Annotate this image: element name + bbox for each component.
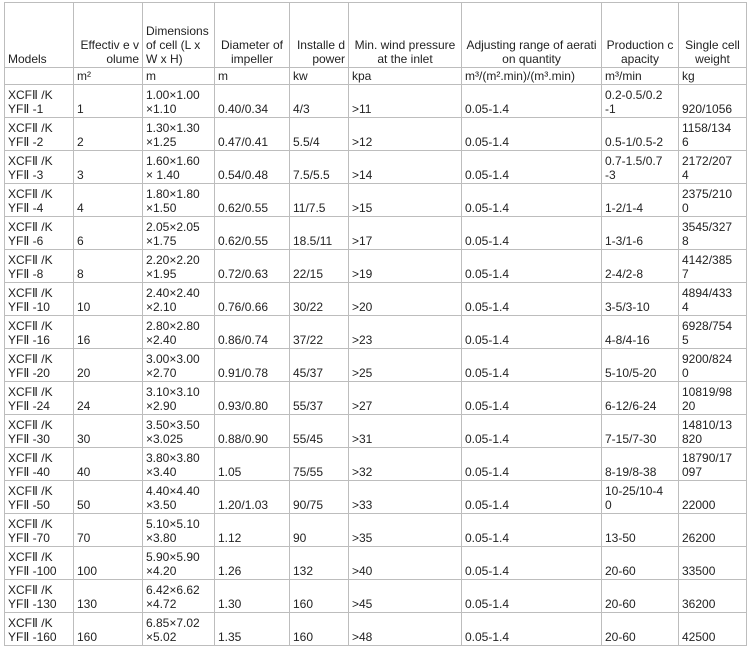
cell-min-wind-pressure: >33 bbox=[349, 481, 462, 514]
cell-aeration-range: 0.05-1.4 bbox=[462, 415, 602, 448]
cell-aeration-range: 0.05-1.4 bbox=[462, 547, 602, 580]
cell-aeration-range: 0.05-1.4 bbox=[462, 349, 602, 382]
cell-production-capacity: 1-3/1-6 bbox=[602, 217, 679, 250]
units-row bbox=[5, 68, 747, 85]
cell-single-cell-weight: 2375/210 0 bbox=[679, 184, 747, 217]
unit-cell: m² bbox=[74, 68, 143, 85]
cell-installed-power: 7.5/5.5 bbox=[290, 151, 349, 184]
cell-single-cell-weight: 4894/433 4 bbox=[679, 283, 747, 316]
cell-effective-volume: 2 bbox=[74, 118, 143, 151]
cell-effective-volume: 3 bbox=[74, 151, 143, 184]
cell-dimensions: 2.40×2.40 ×2.10 bbox=[143, 283, 215, 316]
cell-production-capacity: 0.5-1/0.5-2 bbox=[602, 118, 679, 151]
cell-production-capacity: 4-8/4-16 bbox=[602, 316, 679, 349]
cell-production-capacity: 20-60 bbox=[602, 580, 679, 613]
cell-min-wind-pressure: >23 bbox=[349, 316, 462, 349]
cell-installed-power: 22/15 bbox=[290, 250, 349, 283]
cell-installed-power: 160 bbox=[290, 580, 349, 613]
cell-aeration-range: 0.05-1.4 bbox=[462, 514, 602, 547]
cell-model: XCFⅡ /K YFⅡ -1 bbox=[5, 85, 74, 118]
cell-min-wind-pressure: >12 bbox=[349, 118, 462, 151]
table-row bbox=[5, 613, 747, 646]
cell-effective-volume: 10 bbox=[74, 283, 143, 316]
cell-single-cell-weight: 10819/98 20 bbox=[679, 382, 747, 415]
table-body bbox=[5, 85, 747, 646]
unit-cell: m³/(m².min)/(m³.min) bbox=[462, 68, 602, 85]
table-row bbox=[5, 514, 747, 547]
table-row bbox=[5, 85, 747, 118]
cell-dimensions: 1.80×1.80 ×1.50 bbox=[143, 184, 215, 217]
cell-diameter: 0.72/0.63 bbox=[215, 250, 290, 283]
cell-dimensions: 3.10×3.10 ×2.90 bbox=[143, 382, 215, 415]
cell-effective-volume: 70 bbox=[74, 514, 143, 547]
cell-installed-power: 11/7.5 bbox=[290, 184, 349, 217]
cell-aeration-range: 0.05-1.4 bbox=[462, 85, 602, 118]
cell-min-wind-pressure: >45 bbox=[349, 580, 462, 613]
cell-model: XCFⅡ /K YFⅡ -30 bbox=[5, 415, 74, 448]
cell-min-wind-pressure: >32 bbox=[349, 448, 462, 481]
cell-diameter: 0.62/0.55 bbox=[215, 184, 290, 217]
cell-single-cell-weight: 2172/207 4 bbox=[679, 151, 747, 184]
table-row bbox=[5, 547, 747, 580]
cell-dimensions: 5.90×5.90 ×4.20 bbox=[143, 547, 215, 580]
cell-diameter: 0.47/0.41 bbox=[215, 118, 290, 151]
cell-production-capacity: 3-5/3-10 bbox=[602, 283, 679, 316]
cell-diameter: 1.35 bbox=[215, 613, 290, 646]
header-production-capacity: Production capacity bbox=[602, 3, 679, 68]
cell-dimensions: 2.20×2.20 ×1.95 bbox=[143, 250, 215, 283]
cell-model: XCFⅡ /K YFⅡ -20 bbox=[5, 349, 74, 382]
cell-effective-volume: 50 bbox=[74, 481, 143, 514]
cell-min-wind-pressure: >25 bbox=[349, 349, 462, 382]
cell-effective-volume: 16 bbox=[74, 316, 143, 349]
cell-model: XCFⅡ /K YFⅡ -8 bbox=[5, 250, 74, 283]
header-models: Models bbox=[5, 3, 74, 68]
cell-production-capacity: 13-50 bbox=[602, 514, 679, 547]
cell-model: XCFⅡ /K YFⅡ -6 bbox=[5, 217, 74, 250]
cell-production-capacity: 5-10/5-20 bbox=[602, 349, 679, 382]
cell-single-cell-weight: 26200 bbox=[679, 514, 747, 547]
cell-min-wind-pressure: >20 bbox=[349, 283, 462, 316]
cell-diameter: 0.40/0.34 bbox=[215, 85, 290, 118]
cell-dimensions: 4.40×4.40 ×3.50 bbox=[143, 481, 215, 514]
cell-single-cell-weight: 22000 bbox=[679, 481, 747, 514]
cell-aeration-range: 0.05-1.4 bbox=[462, 448, 602, 481]
cell-min-wind-pressure: >19 bbox=[349, 250, 462, 283]
cell-single-cell-weight: 42500 bbox=[679, 613, 747, 646]
cell-diameter: 1.26 bbox=[215, 547, 290, 580]
cell-effective-volume: 20 bbox=[74, 349, 143, 382]
cell-dimensions: 6.42×6.62 ×4.72 bbox=[143, 580, 215, 613]
cell-dimensions: 3.50×3.50 ×3.025 bbox=[143, 415, 215, 448]
cell-production-capacity: 10-25/10-4 0 bbox=[602, 481, 679, 514]
cell-aeration-range: 0.05-1.4 bbox=[462, 184, 602, 217]
cell-dimensions: 3.00×3.00 ×2.70 bbox=[143, 349, 215, 382]
cell-effective-volume: 6 bbox=[74, 217, 143, 250]
cell-single-cell-weight: 9200/824 0 bbox=[679, 349, 747, 382]
cell-installed-power: 90/75 bbox=[290, 481, 349, 514]
cell-dimensions: 3.80×3.80 ×3.40 bbox=[143, 448, 215, 481]
unit-cell: kg bbox=[679, 68, 747, 85]
unit-cell: kw bbox=[290, 68, 349, 85]
cell-dimensions: 2.05×2.05 ×1.75 bbox=[143, 217, 215, 250]
cell-installed-power: 18.5/11 bbox=[290, 217, 349, 250]
table-row bbox=[5, 217, 747, 250]
cell-model: XCFⅡ /K YFⅡ -130 bbox=[5, 580, 74, 613]
cell-production-capacity: 7-15/7-30 bbox=[602, 415, 679, 448]
cell-effective-volume: 24 bbox=[74, 382, 143, 415]
header-dimensions: Dimensions of cell (L x W x H) bbox=[143, 3, 215, 68]
table-row bbox=[5, 448, 747, 481]
cell-min-wind-pressure: >31 bbox=[349, 415, 462, 448]
table-row bbox=[5, 283, 747, 316]
cell-min-wind-pressure: >15 bbox=[349, 184, 462, 217]
cell-production-capacity: 20-60 bbox=[602, 547, 679, 580]
cell-model: XCFⅡ /K YFⅡ -16 bbox=[5, 316, 74, 349]
cell-diameter: 1.12 bbox=[215, 514, 290, 547]
cell-effective-volume: 4 bbox=[74, 184, 143, 217]
cell-single-cell-weight: 33500 bbox=[679, 547, 747, 580]
cell-installed-power: 5.5/4 bbox=[290, 118, 349, 151]
cell-aeration-range: 0.05-1.4 bbox=[462, 283, 602, 316]
table-row bbox=[5, 250, 747, 283]
cell-effective-volume: 1 bbox=[74, 85, 143, 118]
cell-diameter: 0.93/0.80 bbox=[215, 382, 290, 415]
cell-installed-power: 37/22 bbox=[290, 316, 349, 349]
cell-installed-power: 55/37 bbox=[290, 382, 349, 415]
cell-model: XCFⅡ /K YFⅡ -100 bbox=[5, 547, 74, 580]
cell-diameter: 1.20/1.03 bbox=[215, 481, 290, 514]
cell-min-wind-pressure: >27 bbox=[349, 382, 462, 415]
table-row bbox=[5, 481, 747, 514]
cell-aeration-range: 0.05-1.4 bbox=[462, 613, 602, 646]
unit-cell: m bbox=[215, 68, 290, 85]
cell-min-wind-pressure: >11 bbox=[349, 85, 462, 118]
cell-production-capacity: 0.7-1.5/0.7 -3 bbox=[602, 151, 679, 184]
cell-installed-power: 55/45 bbox=[290, 415, 349, 448]
table-row bbox=[5, 184, 747, 217]
cell-aeration-range: 0.05-1.4 bbox=[462, 217, 602, 250]
cell-single-cell-weight: 3545/327 8 bbox=[679, 217, 747, 250]
cell-installed-power: 132 bbox=[290, 547, 349, 580]
cell-installed-power: 160 bbox=[290, 613, 349, 646]
cell-diameter: 0.86/0.74 bbox=[215, 316, 290, 349]
table-row bbox=[5, 382, 747, 415]
header-aeration-range: Adjusting range of aeration quantity bbox=[462, 3, 602, 68]
table-row bbox=[5, 118, 747, 151]
cell-production-capacity: 6-12/6-24 bbox=[602, 382, 679, 415]
cell-production-capacity: 8-19/8-38 bbox=[602, 448, 679, 481]
cell-dimensions: 6.85×7.02 ×5.02 bbox=[143, 613, 215, 646]
cell-single-cell-weight: 14810/13 820 bbox=[679, 415, 747, 448]
cell-single-cell-weight: 36200 bbox=[679, 580, 747, 613]
header-diameter: Diameter of impeller bbox=[215, 3, 290, 68]
table-row bbox=[5, 349, 747, 382]
cell-effective-volume: 100 bbox=[74, 547, 143, 580]
cell-model: XCFⅡ /K YFⅡ -10 bbox=[5, 283, 74, 316]
cell-dimensions: 1.60×1.60 × 1.40 bbox=[143, 151, 215, 184]
cell-min-wind-pressure: >48 bbox=[349, 613, 462, 646]
cell-single-cell-weight: 4142/385 7 bbox=[679, 250, 747, 283]
table-row bbox=[5, 580, 747, 613]
unit-cell: kpa bbox=[349, 68, 462, 85]
cell-model: XCFⅡ /K YFⅡ -70 bbox=[5, 514, 74, 547]
cell-diameter: 0.62/0.55 bbox=[215, 217, 290, 250]
cell-production-capacity: 0.2-0.5/0.2 -1 bbox=[602, 85, 679, 118]
cell-installed-power: 75/55 bbox=[290, 448, 349, 481]
cell-model: XCFⅡ /K YFⅡ -24 bbox=[5, 382, 74, 415]
unit-cell: m bbox=[143, 68, 215, 85]
table-row bbox=[5, 316, 747, 349]
cell-aeration-range: 0.05-1.4 bbox=[462, 481, 602, 514]
cell-installed-power: 4/3 bbox=[290, 85, 349, 118]
cell-effective-volume: 160 bbox=[74, 613, 143, 646]
cell-dimensions: 2.80×2.80 ×2.40 bbox=[143, 316, 215, 349]
table-row bbox=[5, 151, 747, 184]
header-row bbox=[5, 3, 747, 68]
cell-single-cell-weight: 1158/134 6 bbox=[679, 118, 747, 151]
cell-aeration-range: 0.05-1.4 bbox=[462, 382, 602, 415]
cell-diameter: 1.30 bbox=[215, 580, 290, 613]
cell-effective-volume: 8 bbox=[74, 250, 143, 283]
cell-aeration-range: 0.05-1.4 bbox=[462, 250, 602, 283]
unit-cell: m³/min bbox=[602, 68, 679, 85]
unit-cell bbox=[5, 68, 74, 85]
cell-single-cell-weight: 920/1056 bbox=[679, 85, 747, 118]
cell-model: XCFⅡ /K YFⅡ -2 bbox=[5, 118, 74, 151]
cell-aeration-range: 0.05-1.4 bbox=[462, 151, 602, 184]
cell-effective-volume: 30 bbox=[74, 415, 143, 448]
cell-installed-power: 45/37 bbox=[290, 349, 349, 382]
cell-effective-volume: 130 bbox=[74, 580, 143, 613]
cell-min-wind-pressure: >14 bbox=[349, 151, 462, 184]
cell-min-wind-pressure: >17 bbox=[349, 217, 462, 250]
specifications-table bbox=[4, 2, 747, 646]
cell-dimensions: 5.10×5.10 ×3.80 bbox=[143, 514, 215, 547]
header-min-wind-pressure: Min. wind pressure at the inlet bbox=[349, 3, 462, 68]
cell-single-cell-weight: 18790/17 097 bbox=[679, 448, 747, 481]
cell-aeration-range: 0.05-1.4 bbox=[462, 580, 602, 613]
cell-diameter: 0.91/0.78 bbox=[215, 349, 290, 382]
table-row bbox=[5, 415, 747, 448]
cell-dimensions: 1.30×1.30 ×1.25 bbox=[143, 118, 215, 151]
cell-model: XCFⅡ /K YFⅡ -160 bbox=[5, 613, 74, 646]
header-effective-volume: Effectiv e volume bbox=[74, 3, 143, 68]
cell-diameter: 1.05 bbox=[215, 448, 290, 481]
cell-diameter: 0.88/0.90 bbox=[215, 415, 290, 448]
cell-aeration-range: 0.05-1.4 bbox=[462, 118, 602, 151]
cell-installed-power: 30/22 bbox=[290, 283, 349, 316]
cell-diameter: 0.54/0.48 bbox=[215, 151, 290, 184]
cell-model: XCFⅡ /K YFⅡ -40 bbox=[5, 448, 74, 481]
header-single-cell-weight: Single cell weight bbox=[679, 3, 747, 68]
cell-production-capacity: 2-4/2-8 bbox=[602, 250, 679, 283]
cell-model: XCFⅡ /K YFⅡ -3 bbox=[5, 151, 74, 184]
cell-aeration-range: 0.05-1.4 bbox=[462, 316, 602, 349]
cell-model: XCFⅡ /K YFⅡ -50 bbox=[5, 481, 74, 514]
cell-min-wind-pressure: >40 bbox=[349, 547, 462, 580]
cell-diameter: 0.76/0.66 bbox=[215, 283, 290, 316]
cell-production-capacity: 20-60 bbox=[602, 613, 679, 646]
cell-model: XCFⅡ /K YFⅡ -4 bbox=[5, 184, 74, 217]
cell-single-cell-weight: 6928/754 5 bbox=[679, 316, 747, 349]
header-installed-power: Installe d power bbox=[290, 3, 349, 68]
cell-min-wind-pressure: >35 bbox=[349, 514, 462, 547]
cell-effective-volume: 40 bbox=[74, 448, 143, 481]
cell-production-capacity: 1-2/1-4 bbox=[602, 184, 679, 217]
cell-dimensions: 1.00×1.00 ×1.10 bbox=[143, 85, 215, 118]
cell-installed-power: 90 bbox=[290, 514, 349, 547]
